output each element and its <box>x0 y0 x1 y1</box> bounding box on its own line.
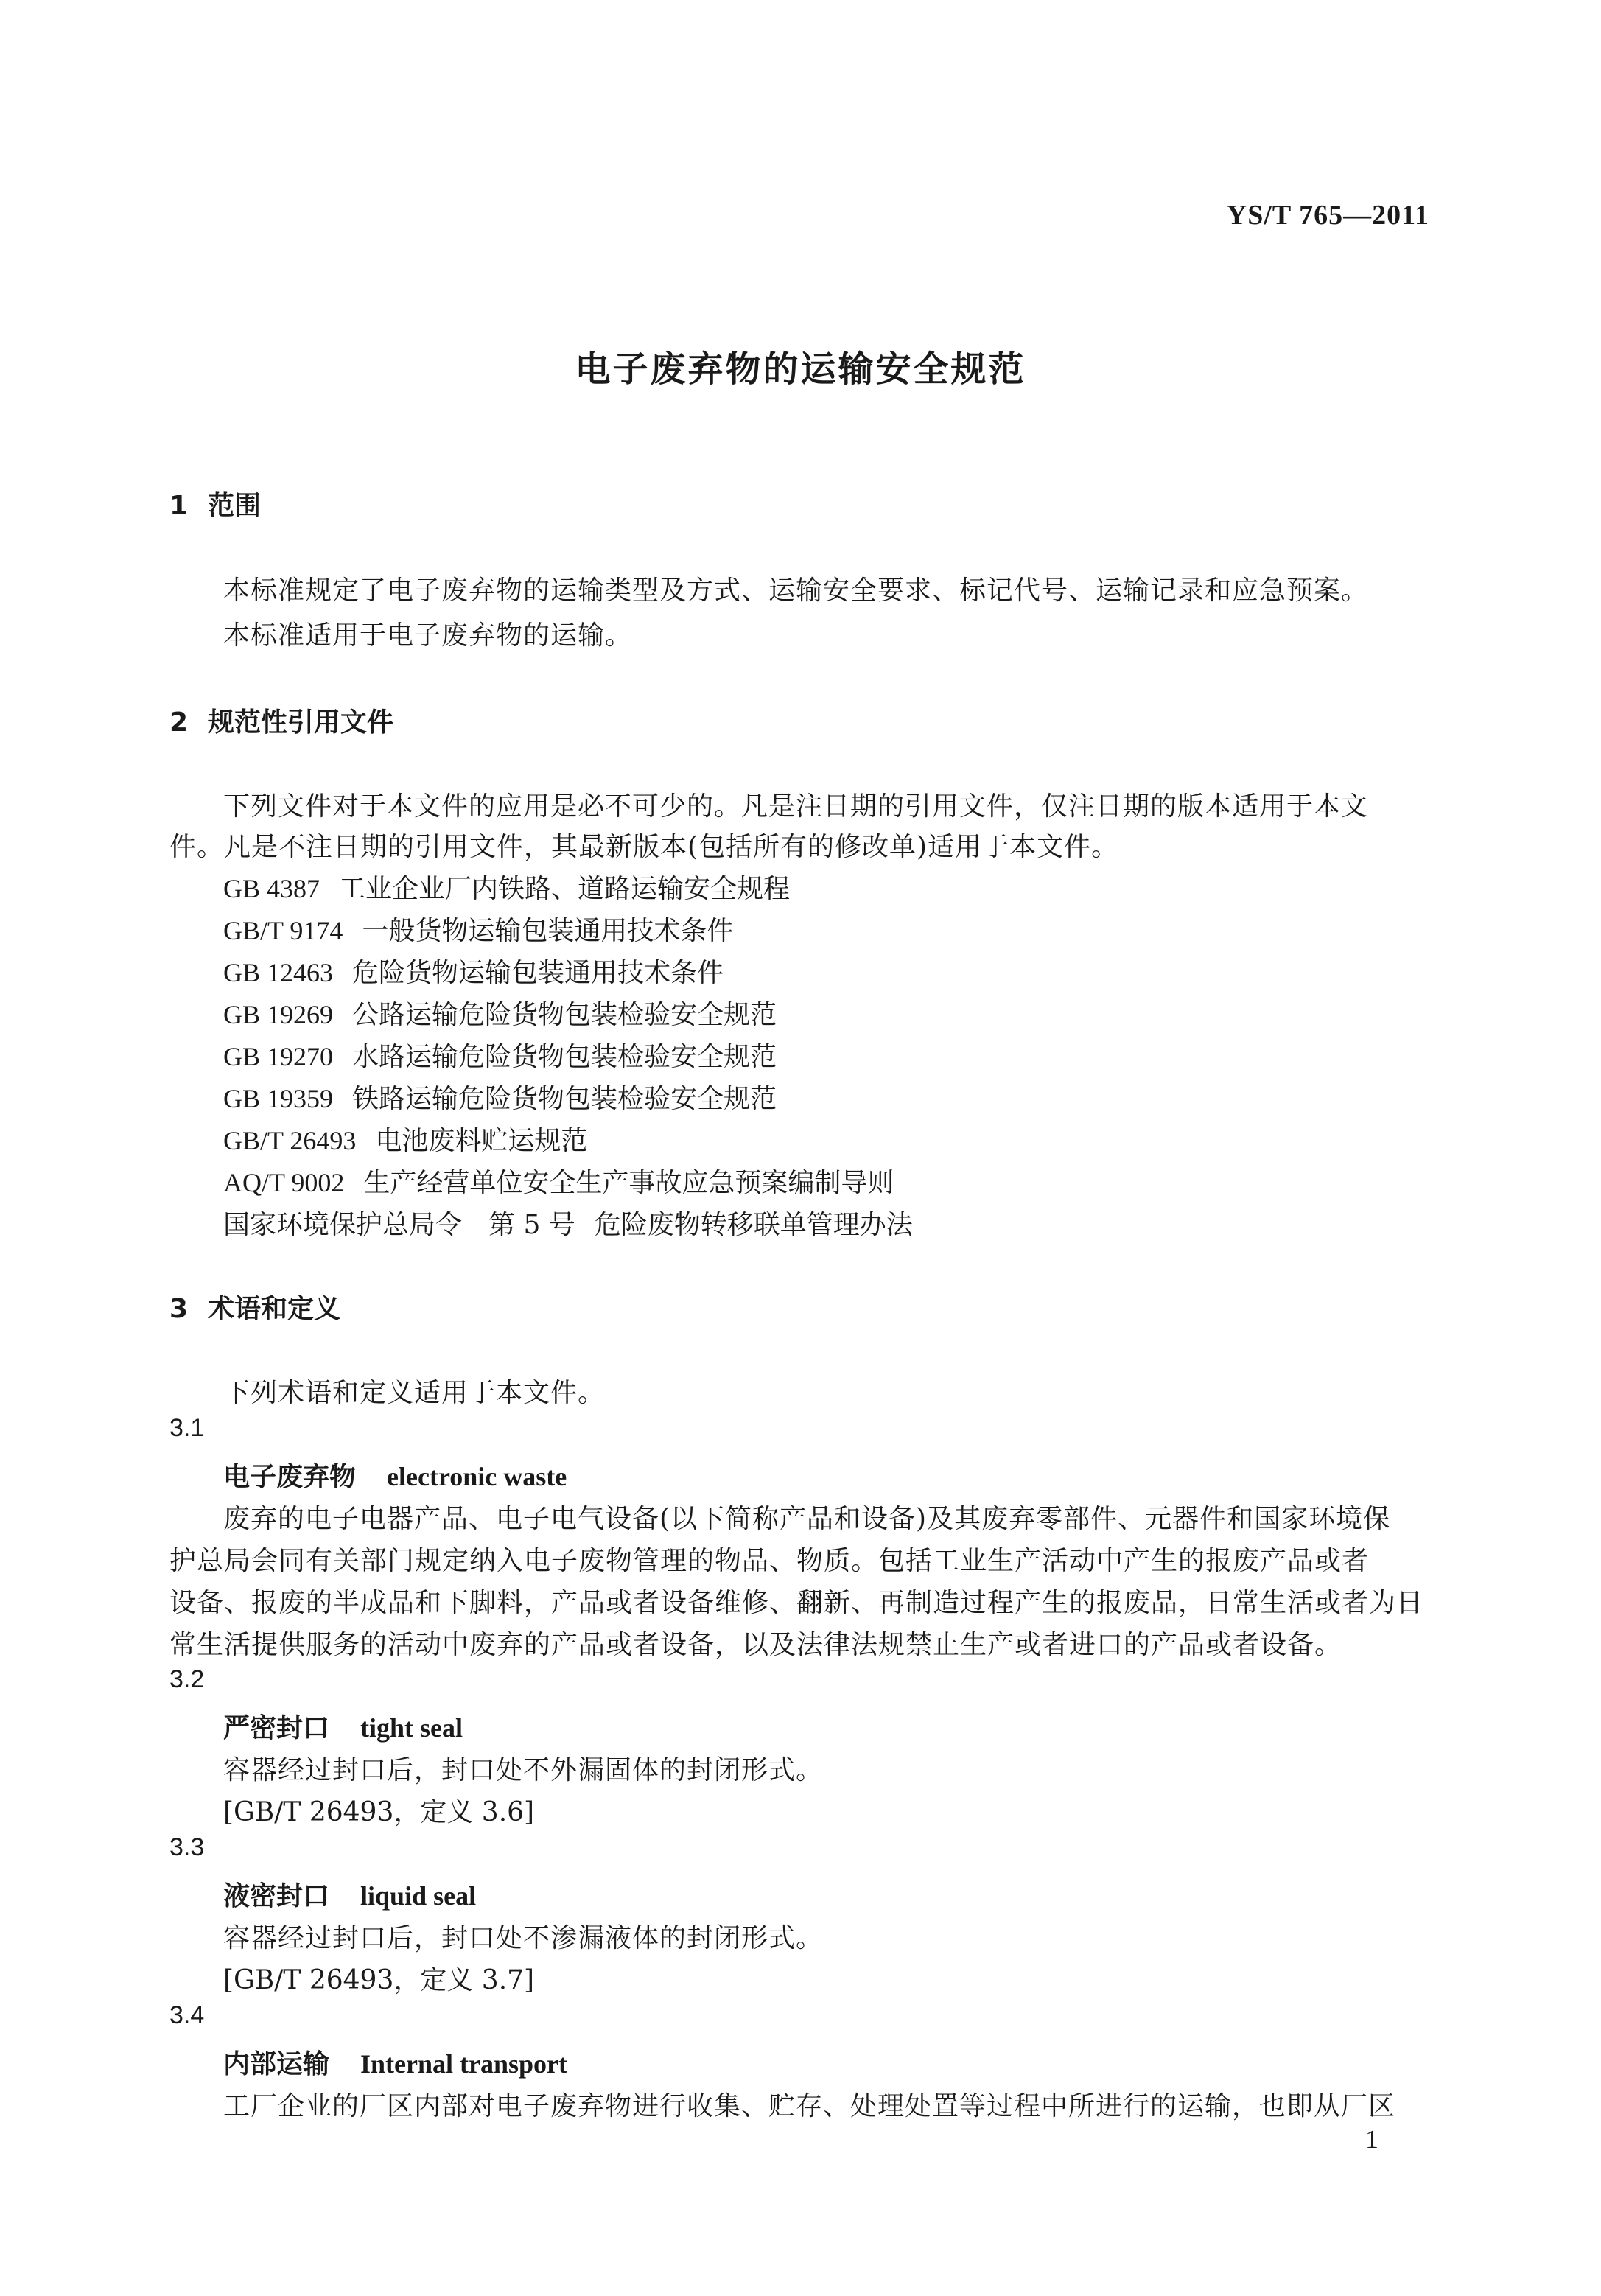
reference-code: GB/T 9174 <box>223 916 343 945</box>
refs-intro-line-1: 下列文件对于本文件的应用是必不可少的。凡是注日期的引用文件，仅注日期的版本适用于本文 <box>223 791 1369 822</box>
section-number: 2 <box>169 707 189 738</box>
reference-title: 一般货物运输包装通用技术条件 <box>362 916 734 946</box>
definition-line: 护总局会同有关部门规定纳入电子废物管理的物品、物质。包括工业生产活动中产生的报废产品或者 <box>169 1546 1370 1576</box>
reference-item <box>223 994 777 1032</box>
reference-code: GB 19359 <box>223 1084 334 1113</box>
clause-number: 3.4 <box>169 2001 205 2029</box>
section-3-heading <box>169 1288 340 1326</box>
clause-number: 3.1 <box>169 1414 205 1442</box>
term-cn: 液密封口 <box>223 1880 330 1911</box>
term-heading <box>223 1456 567 1494</box>
section-1-heading <box>169 485 261 522</box>
reference-code: AQ/T 9002 <box>223 1168 345 1197</box>
refs-intro-line-2: 件。凡是不注日期的引用文件，其最新版本(包括所有的修改单)适用于本文件。 <box>169 832 1119 862</box>
reference-title: 生产经营单位安全生产事故应急预案编制导则 <box>363 1168 894 1198</box>
page-number: 1 <box>1365 2124 1378 2154</box>
reference-item <box>223 868 790 906</box>
terms-intro: 下列术语和定义适用于本文件。 <box>223 1378 606 1408</box>
term-en: electronic waste <box>387 1462 567 1491</box>
section-2-heading <box>169 701 393 739</box>
term-en: Internal transport <box>360 2049 568 2079</box>
term-cn: 电子废弃物 <box>223 1461 357 1492</box>
reference-title: 铁路运输危险货物包装检验安全规范 <box>352 1084 777 1114</box>
reference-title: 水路运输危险货物包装检验安全规范 <box>352 1042 777 1072</box>
definition-line: 工厂企业的厂区内部对电子废弃物进行收集、贮存、处理处置等过程中所进行的运输，也即从厂区 <box>223 2091 1396 2121</box>
reference-code: GB 19270 <box>223 1042 334 1071</box>
definition-line: 常生活提供服务的活动中废弃的产品或者设备，以及法律法规禁止生产或者进口的产品或者设备。 <box>169 1630 1342 1660</box>
clause-number: 3.3 <box>169 1833 205 1861</box>
definition-line: 容器经过封口后，封口处不外漏固体的封闭形式。 <box>223 1755 824 1785</box>
clause-number: 3.2 <box>169 1665 205 1693</box>
reference-title: 工业企业厂内铁路、道路运输安全规程 <box>339 874 791 904</box>
term-heading <box>223 2043 567 2081</box>
reference-title: 公路运输危险货物包装检验安全规范 <box>352 1000 777 1030</box>
reference-item <box>223 1078 777 1116</box>
reference-code: GB 12463 <box>223 958 334 987</box>
reference-code: 国家环境保护总局令 第 5 号 <box>223 1210 575 1240</box>
reference-title: 危险货物运输包装通用技术条件 <box>352 958 724 988</box>
scope-paragraph-2: 本标准适用于电子废弃物的运输。 <box>223 620 633 651</box>
document-title: 电子废弃物的运输安全规范 <box>575 349 1026 390</box>
source-note: [GB/T 26493，定义 3.7] <box>223 1965 535 1995</box>
term-heading <box>223 1707 463 1745</box>
reference-item <box>223 910 733 948</box>
definition-line: 容器经过封口后，封口处不渗漏液体的封闭形式。 <box>223 1923 824 1953</box>
term-heading <box>223 1875 476 1913</box>
reference-item <box>223 952 724 990</box>
reference-code: GB/T 26493 <box>223 1126 357 1155</box>
reference-code: GB 19269 <box>223 1000 334 1029</box>
section-number: 1 <box>169 491 189 521</box>
reference-code: GB 4387 <box>223 874 320 903</box>
reference-item <box>223 1120 587 1158</box>
reference-item <box>223 1204 913 1242</box>
definition-line: 设备、报废的半成品和下脚料，产品或者设备维修、翻新、再制造过程产生的报废品，日常生活或者为日 <box>169 1588 1424 1618</box>
term-cn: 内部运输 <box>223 2048 330 2079</box>
section-number: 3 <box>169 1294 189 1324</box>
scope-paragraph-1: 本标准规定了电子废弃物的运输类型及方式、运输安全要求、标记代号、运输记录和应急预案。 <box>223 575 1369 606</box>
term-cn: 严密封口 <box>223 1712 330 1743</box>
section-title: 规范性引用文件 <box>208 707 394 738</box>
section-title: 术语和定义 <box>208 1294 341 1324</box>
reference-title: 危险废物转移联单管理办法 <box>594 1210 913 1240</box>
term-en: tight seal <box>360 1713 463 1743</box>
section-title: 范围 <box>208 491 262 521</box>
reference-title: 电池废料贮运规范 <box>375 1126 588 1156</box>
term-en: liquid seal <box>360 1881 477 1911</box>
definition-line: 废弃的电子电器产品、电子电气设备(以下简称产品和设备)及其废弃零部件、元器件和国家环境保 <box>223 1504 1391 1534</box>
standard-number: YS/T 765—2011 <box>1226 200 1429 231</box>
reference-item <box>223 1162 894 1200</box>
source-note: [GB/T 26493，定义 3.6] <box>223 1797 535 1827</box>
reference-item <box>223 1036 777 1074</box>
